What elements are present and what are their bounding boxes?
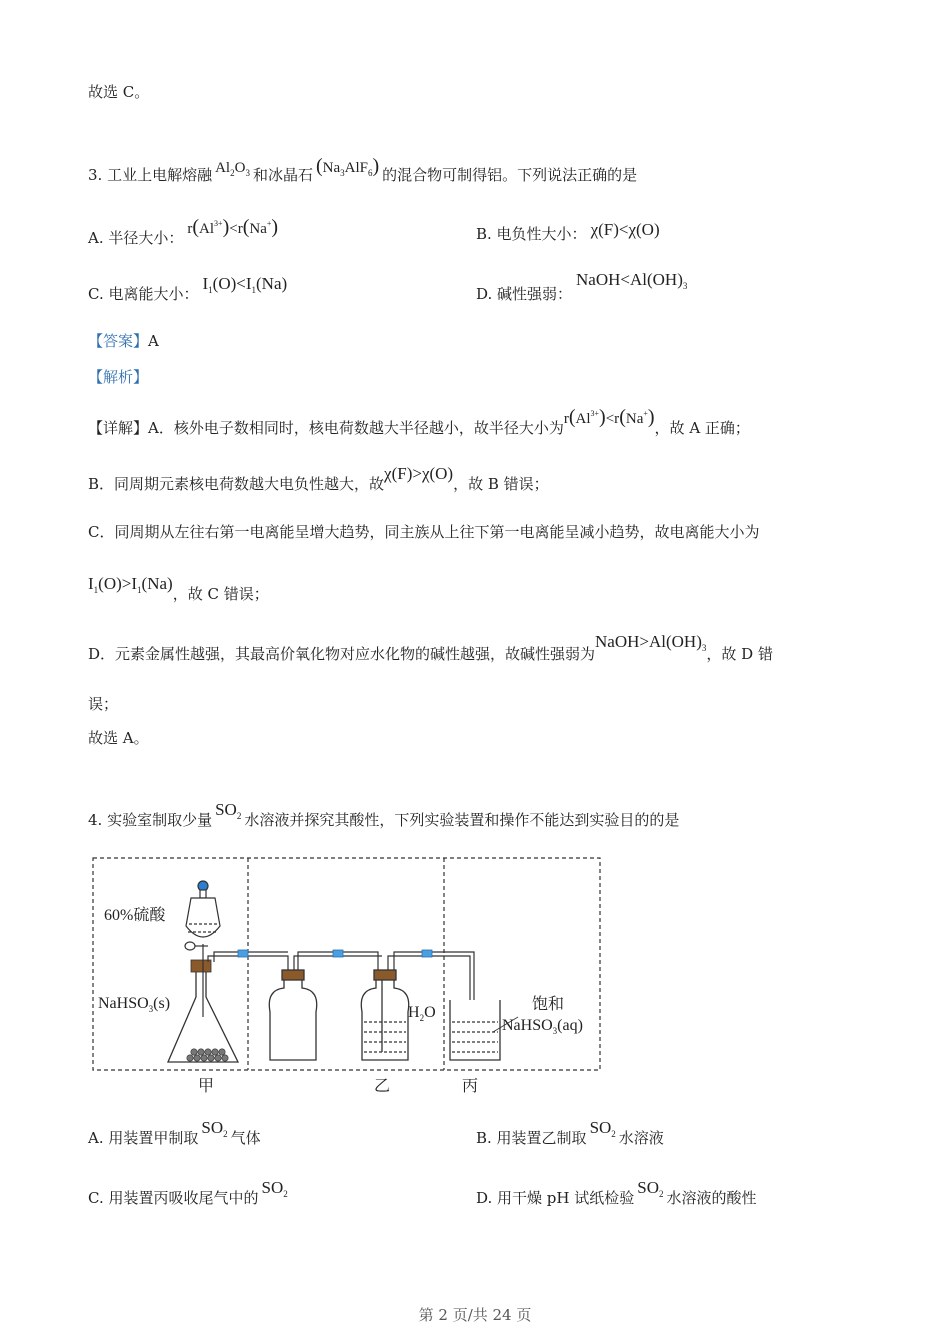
page-footer: 第 2 页/共 24 页 — [418, 1306, 532, 1324]
label-yi: 乙 — [374, 1076, 391, 1095]
q4-option-a[interactable]: A. 用装置甲制取$SO_2$ 气体 — [88, 1118, 261, 1147]
q3-option-c[interactable]: C. 电离能大小：$I_1(O)<I_1(Na)$ — [88, 274, 288, 303]
label-sulfuric-acid: 60%硫酸 — [104, 907, 166, 924]
label-nahso3-solid: NaHSO$_3$(s) — [98, 995, 171, 1014]
previous-conclusion: 故选 C。 — [88, 83, 150, 101]
detail-a: 【详解】A．核外电子数相同时，核电荷数越大半径越小，故半径大小为$r(Al^{3+})<r(Na^+)$，故 A 正确； — [88, 406, 750, 437]
analysis-tag: 【解析】 — [88, 368, 149, 386]
detail-c-line2: $I_1(O)>I_1(Na)$，故 C 错误； — [88, 574, 269, 603]
q3-answer: 【答案】A — [88, 332, 159, 350]
gas-bottle-water — [361, 970, 408, 1060]
separatory-funnel — [185, 881, 220, 1017]
detail-c-line1: C．同周期从左往右第一电离能呈增大趋势，同主族从上往下第一电离能呈减小趋势，故电离能大小为 — [88, 523, 760, 541]
q4-option-d[interactable]: D. 用干燥 pH 试纸检验$SO_2$ 水溶液的酸性 — [476, 1178, 757, 1207]
q4-stem: 4. 实验室制取少量$SO_2$ 水溶液并探究其酸性，下列实验装置和操作不能达到实验目的的是 — [88, 800, 680, 829]
label-saturated: 饱和 — [532, 994, 565, 1013]
q4-option-c[interactable]: C. 用装置丙吸收尾气中的$SO_2$ — [88, 1178, 288, 1207]
detail-d: D．元素金属性越强，其最高价氧化物对应水化物的碱性越强，故碱性强弱为$NaOH>Al(OH)_3$，故 D 错 — [88, 632, 773, 663]
apparatus-figure — [88, 852, 608, 1102]
label-water: $H_2O$ — [408, 1004, 436, 1023]
q3-option-b[interactable]: B. 电负性大小： χ(F)<χ(O) — [476, 220, 660, 243]
label-bing: 丙 — [462, 1076, 479, 1095]
gas-bottle-empty — [269, 970, 316, 1060]
q3-stem: 3. 工业上电解熔融 $Al_2O_3$ 和冰晶石 $(Na_3AlF_6)$ 的混合物可制得铝。下列说法正确的是 — [88, 155, 638, 184]
label-nahso3-aq: NaHSO$_3$(aq) — [502, 1017, 583, 1036]
formula-na3alf6: $(Na_3AlF_6)$ — [315, 155, 380, 178]
answer-tag: 【答案】 — [88, 332, 149, 350]
label-jia: 甲 — [198, 1076, 215, 1095]
formula-al2o3: $Al_2O_3$ — [215, 160, 250, 178]
q3-option-a[interactable]: A. 半径大小： $r(Al^{3+})<r(Na^+)$ — [88, 216, 279, 247]
detail-d-line2: 误； — [88, 695, 119, 713]
detail-b: B．同周期元素核电荷数越大电负性越大，故χ(F)>χ(O)，故 B 错误； — [88, 464, 549, 493]
q4-option-b[interactable]: B. 用装置乙制取$SO_2$ 水溶液 — [476, 1118, 664, 1147]
q3-option-d[interactable]: D. 碱性强弱：$NaOH<Al(OH)_3$ — [476, 270, 688, 303]
q3-conclusion: 故选 A。 — [88, 729, 149, 747]
